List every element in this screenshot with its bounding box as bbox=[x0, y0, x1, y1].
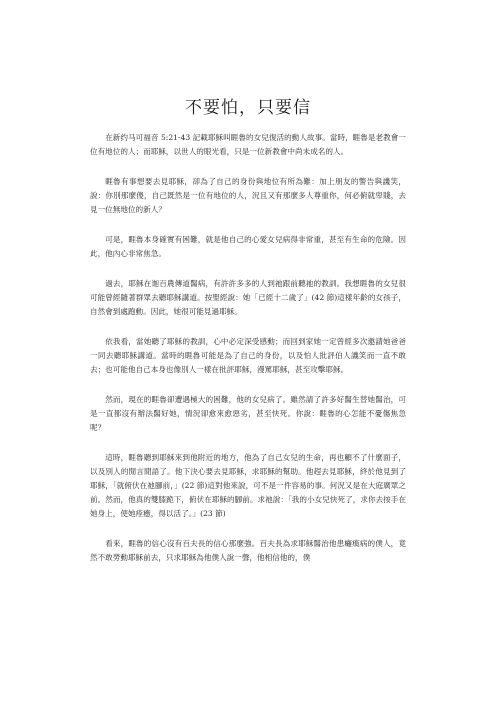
document-body bbox=[90, 131, 406, 581]
paragraph-3: 可是，睚魯本身確實有困難，就是他自己的心愛女兒病得非常重，甚至有生命的危險。因此，他內心非常焦急。 bbox=[90, 235, 406, 258]
paragraph-2: 睚魯有事想要去見耶穌，卻為了自己的身份與地位有所為難：加上朋友的警告與譏笑，說：你別那麼傻，自己既然是一位有地位的人，況且又有那麼多人尊重你，何必俯就卑賤，去見一位無地位的新人？ bbox=[90, 177, 406, 214]
paragraph-5: 依我看，當她聽了耶穌的教訓，心中必定深受感動；而回到家她一定曾經多次邀請她爸爸一同去聽耶穌講道。當時的睚魯可能是為了自己的身份，以及怕人批評伯人譏笑而一直不敢去；也可能他自己本身也像別人一樣在批評耶穌，漫罵耶穌，甚至攻擊耶穌。 bbox=[90, 337, 406, 374]
paragraph-7: 這時，睚魯聽到耶穌來到他附近的地方，他為了自己女兒的生命，再也顧不了什麼面子，以及別人的閒言閒語了。他下決心要去見耶穌，求耶穌的幫助。他趕去見耶穌，終於他見到了耶穌，「就俯伏在祂腳前，」(22 節)這對他來說，可不是一件容易的事。何況又是在大庭廣眾之前。然而，他真的雙膝跪下，俯伏在耶穌的腳前。求祂說：「我的小女兒快死了，求你去按手在她身上，使她痊癒，得以活了。」(23 節) bbox=[90, 453, 406, 518]
paragraph-8: 看來，睚魯的信心沒有百夫長的信心那麼強。百夫長為求耶穌醫治他患癱瘓病的僕人，竟然不敢勞動耶穌前去，只求耶穌為他僕人說一聲，他相信他的，僕 bbox=[90, 539, 406, 562]
page-title: 不要怕，只要信 bbox=[185, 98, 311, 118]
paragraph-4: 過去，耶穌在迦百農傳道醫病，有許許多多的人到祂跟前聽祂的教訓。我想睚魯的女兒很可能曾經隨著群眾去聽耶穌講道。按聖經說：她「已經十二歲了」(42 節)這樣年齡的女孩子，自然會到處跑動。因此，她很可能見過耶穌。 bbox=[90, 279, 406, 316]
paragraph-6: 然而，現在的睚魯卻遭遇極大的困難，他的女兒病了。雖然請了許多好醫生替她醫治，可是一直都沒有辦法醫好她，情況卻愈來愈惡劣，甚至快死。你說：睚魯的心怎能不憂傷焦急呢？ bbox=[90, 395, 406, 432]
paragraph-1: 在新约马可福音 5:21-43 記載耶穌叫睚魯的女兒復活的動人故事。當時，睚魯是老教會一位有地位的人；而耶穌，以世人的眼光看，只是一位新教會中尚未成名的人。 bbox=[90, 133, 406, 156]
